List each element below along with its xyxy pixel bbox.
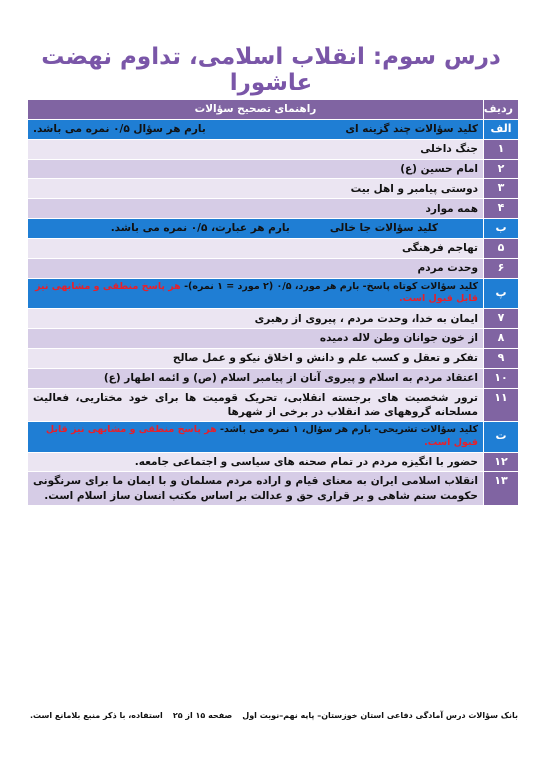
table-row [28, 472, 519, 505]
row-num: ۱۳ [484, 472, 519, 505]
section-red-note: هر پاسخ منطقی و مشابهی نیز قابل قبول است. [35, 280, 478, 305]
row-num: ۴ [484, 199, 519, 219]
answer-key-table [27, 99, 519, 506]
section-num: ب [484, 219, 519, 239]
footer-usage-note: استفاده، با ذکر منبع بلامانع است. [30, 711, 163, 720]
section-num: الف [484, 119, 519, 139]
row-text: انقلاب اسلامی ایران به معنای قیام و اراده مردم مسلمان و با ایمان ما برای سرنگونی حکومت ستم شاهی و بر قراری حق و عدالت بر اساس مکتب انسان ساز اسلام است. [28, 472, 484, 505]
section-row-pe [28, 278, 519, 309]
section-label: کلید سؤالات جا خالی [329, 222, 438, 235]
row-num: ۲ [484, 159, 519, 179]
page-footer [30, 711, 518, 720]
table-row [28, 452, 519, 472]
row-num: ۱۲ [484, 452, 519, 472]
page-title: درس سوم: انقلاب اسلامی، تداوم نهضت عاشورا [41, 44, 501, 96]
table-row [28, 368, 519, 388]
section-num: پ [484, 278, 519, 309]
table-row [28, 258, 519, 278]
row-text: تفکر و تعقل و کسب علم و دانش و اخلاق نیکو و عمل صالح [28, 348, 484, 368]
row-num: ۱۱ [484, 388, 519, 421]
section-red-note: هر پاسخ منطقی و مشابهی نیز قابل قبول است. [45, 423, 478, 448]
section-label: کلید سؤالات چند گزینه ای [345, 123, 478, 136]
table-row [28, 159, 519, 179]
row-num: ۳ [484, 179, 519, 199]
header-text: راهنمای تصحیح سؤالات [28, 100, 484, 120]
footer-page-number: صفحه ۱۵ از ۲۵ [172, 711, 233, 720]
section-label: کلید سؤالات تشریحی- بارم هر سؤال، ۱ نمره می باشد- [220, 423, 478, 435]
row-text: حضور با انگیزه مردم در تمام صحنه های سیاسی و اجتماعی جامعه. [28, 452, 484, 472]
row-text: امام حسین (ع) [28, 159, 484, 179]
section-label: کلید سؤالات کوتاه پاسخ- بارم هر مورد، ۰/۵ (۲ مورد = ۱ نمره)- [184, 280, 478, 292]
table-row [28, 348, 519, 368]
header-num: ردیف [484, 100, 519, 120]
table-row [28, 139, 519, 159]
row-text: وحدت مردم [28, 258, 484, 278]
row-text: دوستی پیامبر و اهل بیت [28, 179, 484, 199]
row-num: ۶ [484, 258, 519, 278]
table-row [28, 238, 519, 258]
row-text: جنگ داخلی [28, 139, 484, 159]
section-note: بارم هر سؤال ۰/۵ نمره می باشد. [33, 123, 206, 136]
row-num: ۱۰ [484, 368, 519, 388]
row-text: ایمان به خدا، وحدت مردم ، پیروی از رهبری [28, 309, 484, 329]
table-row [28, 179, 519, 199]
row-text: همه موارد [28, 199, 484, 219]
row-text: از خون جوانان وطن لاله دمیده [28, 329, 484, 349]
table-header-row [28, 100, 519, 120]
row-num: ۱ [484, 139, 519, 159]
section-note: بارم هر عبارت، ۰/۵ نمره می باشد. [110, 222, 290, 235]
row-num: ۷ [484, 309, 519, 329]
section-row-be [28, 219, 519, 239]
section-row-te [28, 421, 519, 452]
section-num: ت [484, 421, 519, 452]
section-row-alef [28, 119, 519, 139]
row-text: تهاجم فرهنگی [28, 238, 484, 258]
row-text: ترور شخصیت های برجسته انقلابی، تحریک قومیت ها برای خود مختاریی، فعالیت مسلحانه گروههای ضد انقلاب در برخی از شهرها [28, 388, 484, 421]
table-row [28, 329, 519, 349]
table-row [28, 199, 519, 219]
row-num: ۵ [484, 238, 519, 258]
table-row [28, 388, 519, 421]
footer-source: بانک سؤالات درس آمادگی دفاعی استان خوزستان– پایه نهم–نوبت اول [242, 711, 518, 720]
row-num: ۸ [484, 329, 519, 349]
table-row [28, 309, 519, 329]
row-text: اعتقاد مردم به اسلام و پیروی آنان از پیامبر اسلام (ص) و ائمه اطهار (ع) [28, 368, 484, 388]
row-num: ۹ [484, 348, 519, 368]
